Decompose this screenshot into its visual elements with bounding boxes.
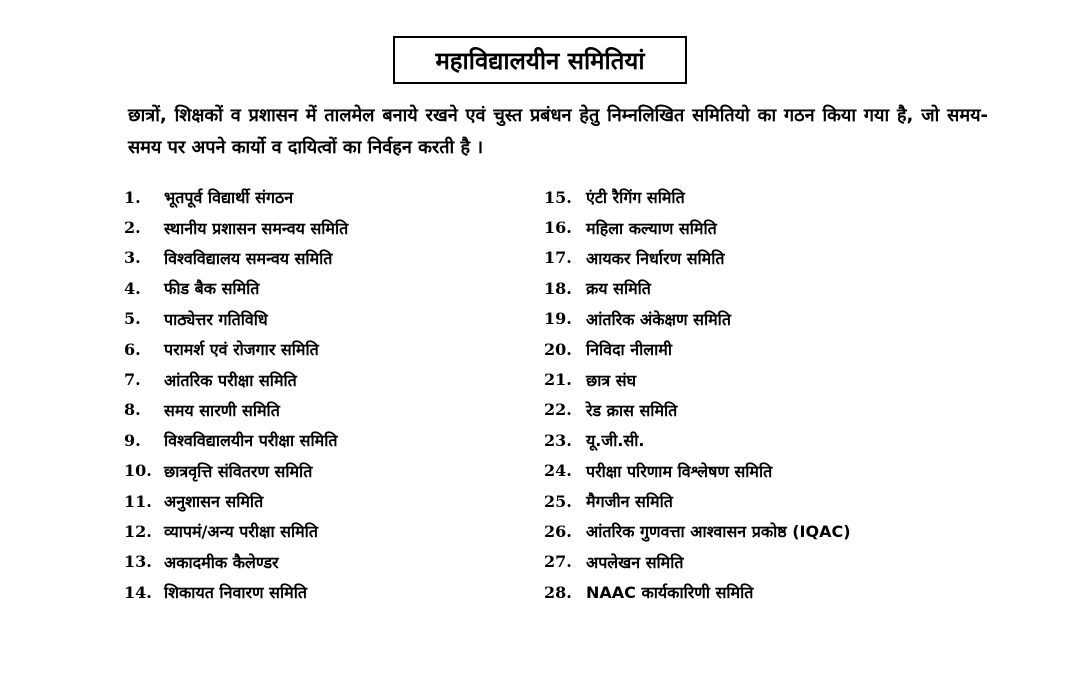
list-item — [544, 577, 964, 607]
list-item — [124, 516, 524, 546]
committee-name: NAAC कार्यकारिणी समिति — [586, 583, 754, 603]
item-number: 11. — [124, 491, 152, 511]
item-number: 18. — [544, 278, 572, 298]
list-item — [124, 425, 524, 455]
list-item — [544, 364, 964, 394]
committee-name: महिला कल्याण समिति — [586, 218, 717, 238]
committee-list-left — [124, 182, 524, 607]
list-item — [544, 547, 964, 577]
list-item — [544, 395, 964, 425]
item-number: 26. — [544, 521, 572, 541]
list-item — [124, 577, 524, 607]
list-item — [124, 212, 524, 242]
list-item — [124, 334, 524, 364]
title-box — [393, 36, 687, 84]
list-item — [544, 486, 964, 516]
intro-paragraph: छात्रों, शिक्षकों व प्रशासन में तालमेल बनाये रखने एवं चुस्त प्रबंधन हेतु निम्नलिखित समितियो का गठन किया गया है, जो समय-समय पर अपने कार्यो व दायित्वों का निर्वहन करती है । — [128, 105, 988, 158]
committee-name: मैगजीन समिति — [586, 492, 673, 512]
list-item — [544, 334, 964, 364]
committee-name: निविदा नीलामी — [586, 340, 673, 360]
committee-name: पाठ्येत्तर गतिविधि — [164, 309, 268, 329]
item-number: 2. — [124, 218, 141, 238]
item-number: 13. — [124, 552, 152, 572]
committee-name: अनुशासन समिति — [164, 492, 264, 512]
item-number: 22. — [544, 400, 572, 420]
committee-name: परीक्षा परिणाम विश्लेषण समिति — [586, 461, 773, 481]
list-item — [124, 364, 524, 394]
list-item — [124, 182, 524, 212]
list-item — [544, 304, 964, 334]
item-number: 16. — [544, 218, 572, 238]
committee-name: आयकर निर्धारण समिति — [586, 248, 725, 268]
item-number: 12. — [124, 521, 152, 541]
list-item — [544, 273, 964, 303]
committee-name: समय सारणी समिति — [164, 400, 280, 420]
committee-name: अकादमीक कैलेण्डर — [164, 552, 279, 572]
item-number: 27. — [544, 552, 572, 572]
committee-name: क्रय समिति — [586, 279, 651, 299]
committee-list-right — [544, 182, 964, 607]
page-title: महाविद्यालयीन समितियां — [435, 46, 645, 75]
item-number: 23. — [544, 430, 572, 450]
item-number: 25. — [544, 491, 572, 511]
list-item — [124, 273, 524, 303]
item-number: 15. — [544, 187, 572, 207]
list-item — [124, 243, 524, 273]
committee-name: छात्रवृत्ति संवितरण समिति — [164, 461, 313, 481]
committee-name: फीड बैक समिति — [164, 279, 260, 299]
item-number: 9. — [124, 430, 141, 450]
item-number: 1. — [124, 187, 141, 207]
committee-name: आंतरिक गुणवत्ता आश्वासन प्रकोष्ठ (IQAC) — [586, 522, 851, 542]
item-number: 20. — [544, 339, 572, 359]
item-number: 3. — [124, 248, 141, 268]
item-number: 4. — [124, 278, 141, 298]
list-item — [544, 425, 964, 455]
committee-name: आंतरिक परीक्षा समिति — [164, 370, 297, 390]
committee-name: स्थानीय प्रशासन समन्वय समिति — [164, 218, 349, 238]
list-item — [124, 304, 524, 334]
committee-name: परामर्श एवं रोजगार समिति — [164, 340, 319, 360]
committee-name: छात्र संघ — [586, 370, 637, 390]
committee-name: यू.जी.सी. — [586, 431, 645, 451]
committee-name: अपलेखन समिति — [586, 552, 684, 572]
committee-name: आंतरिक अंकेक्षण समिति — [586, 309, 731, 329]
item-number: 7. — [124, 370, 141, 390]
committee-name: विश्वविद्यालय समन्वय समिति — [164, 248, 333, 268]
committee-name: विश्वविद्यालयीन परीक्षा समिति — [164, 431, 338, 451]
item-number: 24. — [544, 461, 572, 481]
list-item — [124, 547, 524, 577]
item-number: 14. — [124, 582, 152, 602]
list-item — [544, 212, 964, 242]
item-number: 28. — [544, 582, 572, 602]
list-item — [544, 243, 964, 273]
item-number: 8. — [124, 400, 141, 420]
committee-name: शिकायत निवारण समिति — [164, 583, 307, 603]
committee-name: एंटी रैगिंग समिति — [586, 188, 685, 208]
item-number: 6. — [124, 339, 141, 359]
list-item — [544, 516, 964, 546]
committee-name: व्यापमं/अन्य परीक्षा समिति — [164, 522, 318, 542]
list-item — [124, 456, 524, 486]
item-number: 21. — [544, 370, 572, 390]
item-number: 10. — [124, 461, 152, 481]
list-item — [544, 456, 964, 486]
committee-name: रेड क्रास समिति — [586, 400, 678, 420]
item-number: 5. — [124, 309, 141, 329]
item-number: 19. — [544, 309, 572, 329]
committee-name: भूतपूर्व विद्यार्थी संगठन — [164, 188, 294, 208]
item-number: 17. — [544, 248, 572, 268]
list-item — [124, 486, 524, 516]
list-item — [544, 182, 964, 212]
list-item — [124, 395, 524, 425]
